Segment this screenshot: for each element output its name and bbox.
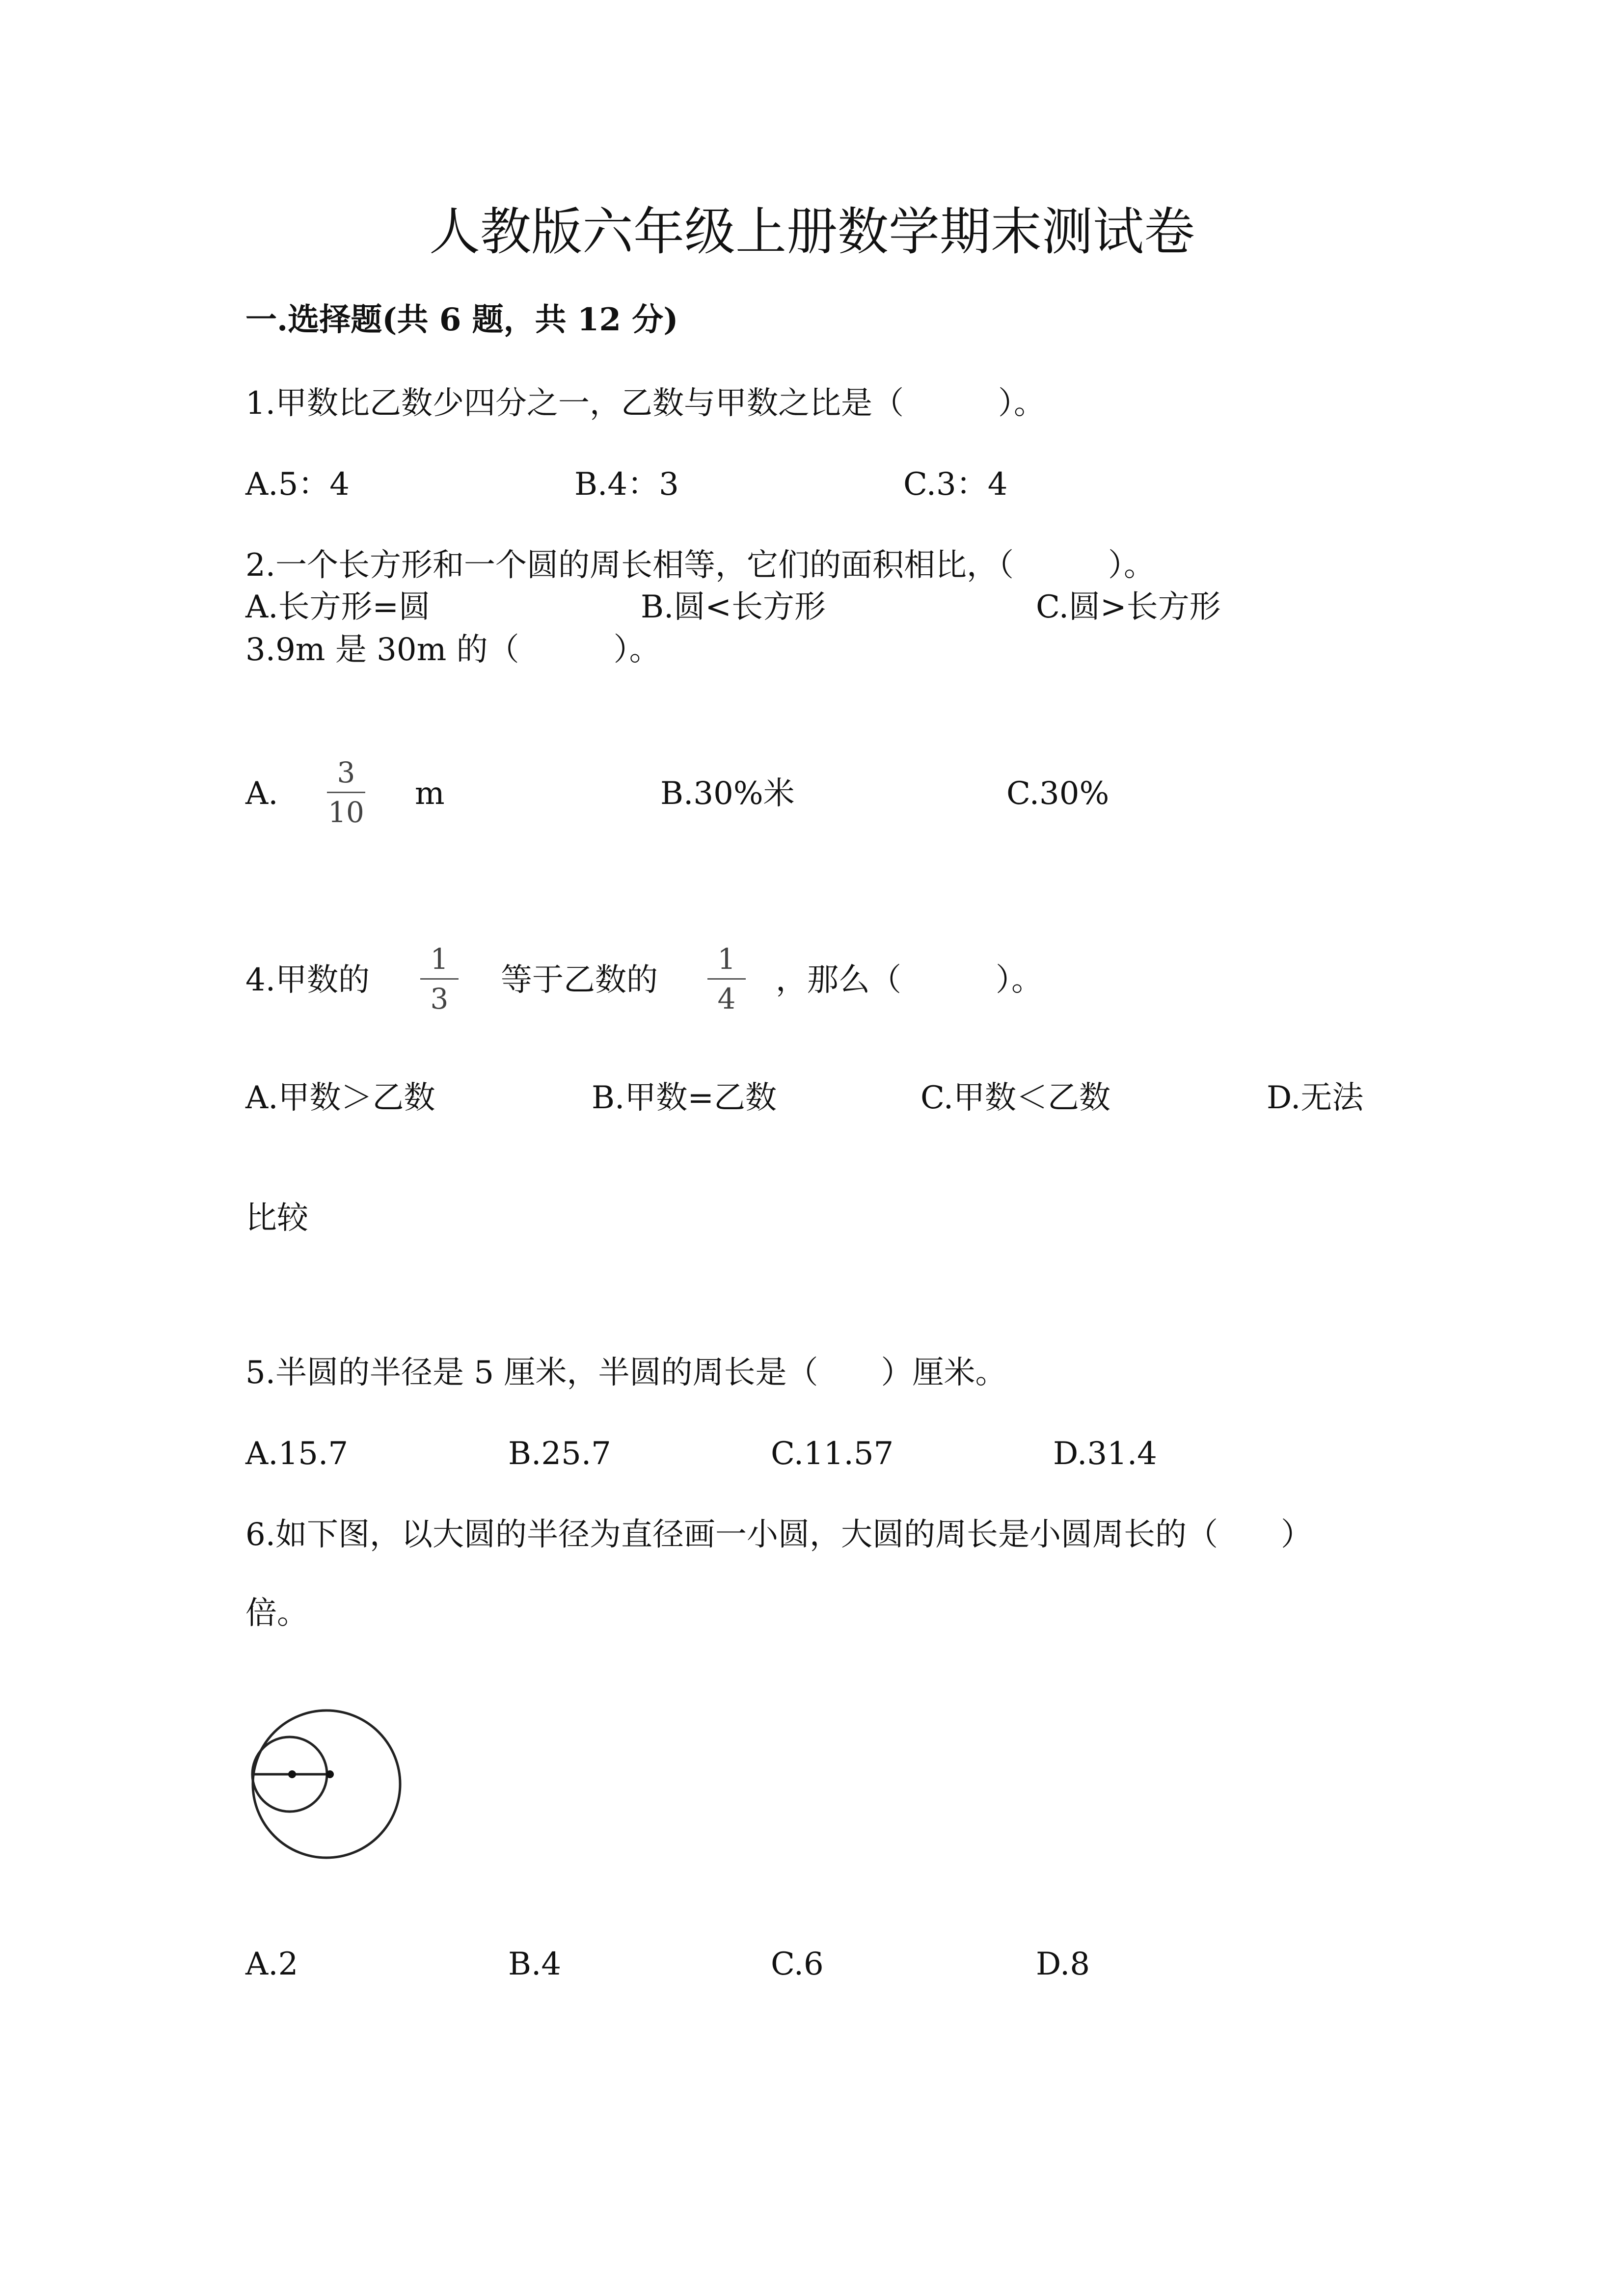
fraction-numerator: 1	[430, 942, 449, 976]
question-6-stem-line-1: 6.如下图，以大圆的半径为直径画一小圆，大圆的周长是小圆周长的（ ）	[245, 1517, 1313, 1553]
q5-option-a[interactable]: A.15.7	[245, 1436, 349, 1472]
q4-option-d[interactable]: D.无法	[1267, 1080, 1364, 1116]
question-1-stem: 1.甲数比乙数少四分之一，乙数与甲数之比是（ ）。	[245, 385, 1046, 422]
q4-fraction-2	[700, 942, 754, 1015]
q5-option-d[interactable]: D.31.4	[1053, 1436, 1157, 1472]
fraction-denominator: 10	[328, 796, 364, 829]
q4-option-a[interactable]: A.甲数＞乙数	[245, 1080, 435, 1116]
q4-fraction-1	[412, 942, 466, 1015]
fraction-numerator: 3	[337, 756, 355, 789]
q6-option-d[interactable]: D.8	[1036, 1946, 1090, 1982]
page-title: 人教版六年级上册数学期末测试卷	[429, 202, 1195, 262]
q4-option-b[interactable]: B.甲数=乙数	[592, 1080, 777, 1116]
fraction-denominator: 3	[430, 982, 449, 1015]
large-circle-center-dot	[326, 1770, 334, 1778]
q2-option-b[interactable]: B.圆<长方形	[641, 589, 826, 625]
fraction-denominator: 4	[717, 982, 736, 1015]
question-5-stem: 5.半圆的半径是 5 厘米，半圆的周长是（ ）厘米。	[245, 1355, 1007, 1391]
q6-option-b[interactable]: B.4	[508, 1946, 562, 1982]
q2-option-a[interactable]: A.长方形=圆	[245, 589, 431, 625]
q3-option-a[interactable]: A.	[245, 775, 278, 812]
section-heading: 一.选择题(共 6 题，共 12 分)	[245, 301, 678, 338]
q1-option-a[interactable]: A.5：4	[245, 466, 350, 503]
circles-figure	[245, 1703, 407, 1865]
question-6-stem-line-2: 倍。	[245, 1595, 308, 1631]
small-circle-center-dot	[288, 1770, 296, 1778]
question-2-stem: 2.一个长方形和一个圆的周长相等，它们的面积相比，（ ）。	[245, 547, 1156, 584]
q3-option-b[interactable]: B.30%米	[660, 775, 795, 812]
q4-option-d-wrap: 比较	[245, 1200, 308, 1236]
q5-option-b[interactable]: B.25.7	[508, 1436, 611, 1472]
fraction-bar	[707, 978, 746, 980]
question-3-stem: 3.9m 是 30m 的（ ）。	[245, 632, 661, 668]
q3-option-a-unit: m	[415, 775, 445, 812]
question-4-stem-part-3: ，那么（ ）。	[776, 962, 1043, 998]
fraction-bar	[327, 792, 365, 793]
q5-option-c[interactable]: C.11.57	[771, 1436, 894, 1472]
question-4-stem-part-2: 等于乙数的	[501, 962, 658, 998]
q2-option-c[interactable]: C.圆>长方形	[1036, 589, 1221, 625]
q6-option-c[interactable]: C.6	[771, 1946, 824, 1982]
question-4-stem-part-1: 4.甲数的	[245, 962, 370, 998]
fraction-numerator: 1	[717, 942, 736, 976]
q4-option-c[interactable]: C.甲数＜乙数	[920, 1080, 1111, 1116]
q6-option-a[interactable]: A.2	[245, 1946, 298, 1982]
q1-option-b[interactable]: B.4：3	[574, 466, 679, 503]
q1-option-c[interactable]: C.3：4	[903, 466, 1008, 503]
q3-option-a-fraction	[319, 758, 373, 827]
fraction-bar	[420, 978, 459, 980]
q3-option-c[interactable]: C.30%	[1006, 775, 1110, 812]
